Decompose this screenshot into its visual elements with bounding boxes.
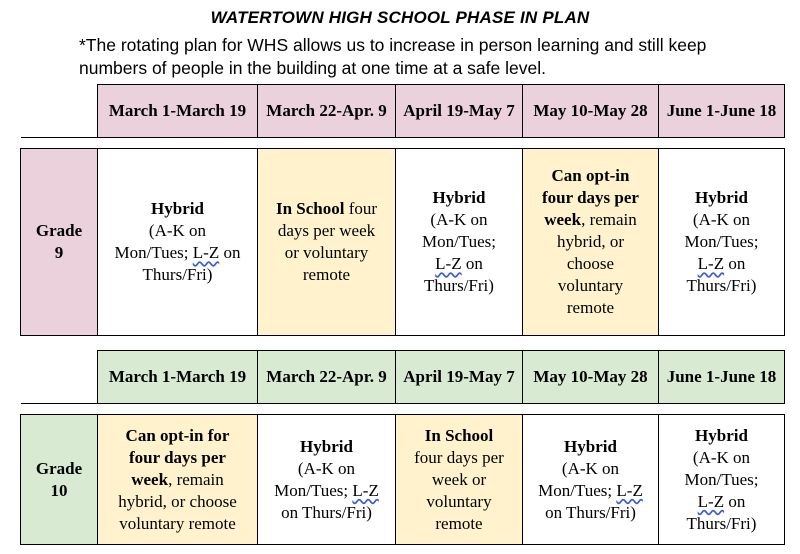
- grade9-row: [21, 149, 785, 336]
- schedule-cell: Can opt-in for four days per week, remain hybrid, or choose voluntary remote: [98, 415, 258, 545]
- schedule-cell: Hybrid (A-K on Mon/Tues; L-Z on Thurs/Fri): [523, 415, 659, 545]
- schedule-cell: Hybrid (A-K on Mon/Tues; L-Z on Thurs/Fri): [659, 149, 785, 336]
- grade10-plan-table: [20, 350, 785, 545]
- schedule-cell: Hybrid (A-K on Mon/Tues; L-Z on Thurs/Fri): [258, 415, 396, 545]
- intro-paragraph: [79, 34, 779, 80]
- corner-cell: [21, 85, 98, 138]
- schedule-cell: Hybrid (A-K on Mon/Tues; L-Z on Thurs/Fri): [659, 415, 785, 545]
- corner-cell: [21, 351, 98, 404]
- header-row: [21, 351, 785, 404]
- schedule-cell: Can opt-in four days per week, remain hybrid, or choose voluntary remote: [523, 149, 659, 336]
- period-header: March 22-Apr. 9: [258, 85, 396, 138]
- intro-line-2: numbers of people in the building at one time at a safe level.: [79, 58, 546, 78]
- grade-label: Grade 10: [21, 415, 98, 545]
- period-header: April 19-May 7: [396, 351, 523, 404]
- period-header: June 1-June 18: [659, 85, 785, 138]
- period-header: June 1-June 18: [659, 351, 785, 404]
- schedule-cell: In School four days per week or voluntary remote: [396, 415, 523, 545]
- period-header: April 19-May 7: [396, 85, 523, 138]
- grade9-plan-table: [20, 84, 785, 336]
- intro-line-1: *The rotating plan for WHS allows us to increase in person learning and still keep: [79, 35, 707, 55]
- period-header: May 10-May 28: [523, 351, 659, 404]
- period-header: March 1-March 19: [98, 351, 258, 404]
- spacer-row: [21, 138, 785, 149]
- grade-label: Grade 9: [21, 149, 98, 336]
- document-title: WATERTOWN HIGH SCHOOL PHASE IN PLAN: [210, 8, 590, 27]
- spacer-row: [21, 404, 785, 415]
- grade10-row: [21, 415, 785, 545]
- period-header: March 1-March 19: [98, 85, 258, 138]
- schedule-cell: Hybrid (A-K on Mon/Tues; L-Z on Thurs/Fri): [98, 149, 258, 336]
- period-header: May 10-May 28: [523, 85, 659, 138]
- schedule-cell: In School four days per week or voluntary remote: [258, 149, 396, 336]
- period-header: March 22-Apr. 9: [258, 351, 396, 404]
- header-row: [21, 85, 785, 138]
- schedule-cell: Hybrid (A-K on Mon/Tues; L-Z on Thurs/Fri): [396, 149, 523, 336]
